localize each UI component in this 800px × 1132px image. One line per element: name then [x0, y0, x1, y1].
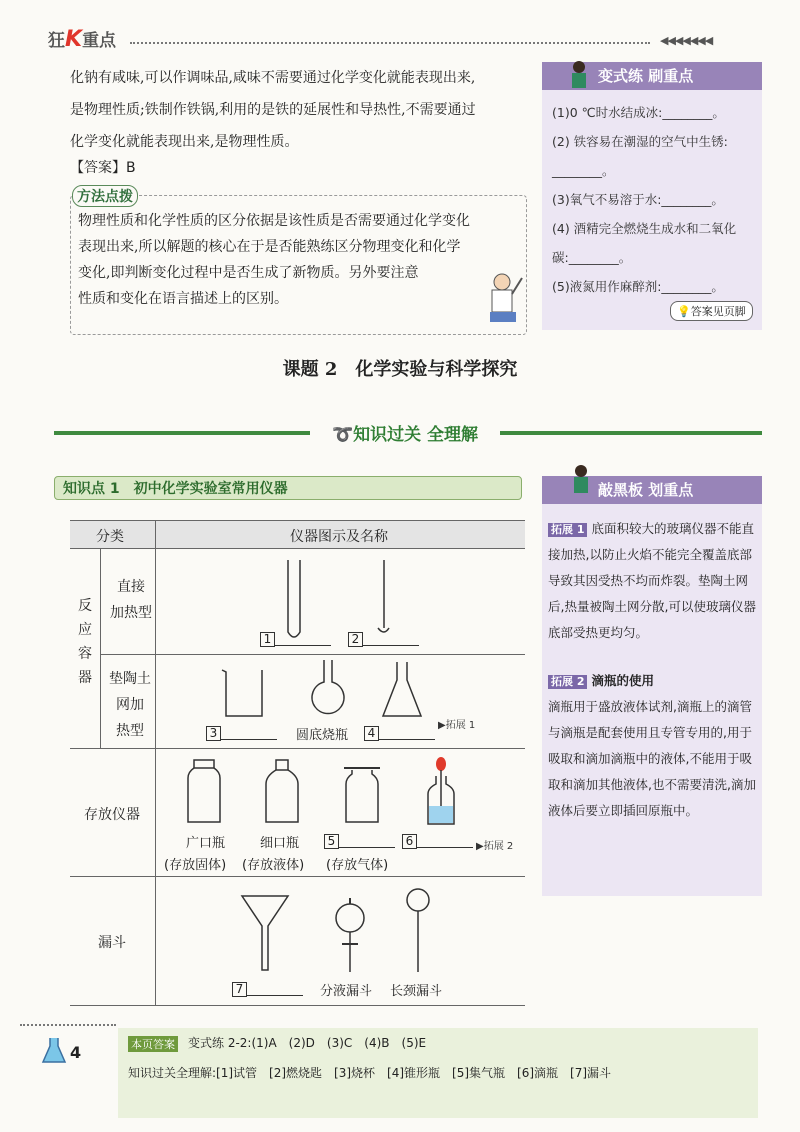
- practice-items: (1)0 ℃时水结成冰:________。 (2) 铁容易在潮湿的空气中生锈: ________。 (3)氧气不易溶于水:________。 (4) 酒精完全燃烧生成水和二氧化 碳:________。 (5)液氮用作麻醉剂:________。: [552, 105, 737, 294]
- page-number: 4: [70, 1043, 82, 1062]
- sub-indirect-heating: 垫陶土 网加 热型: [109, 671, 151, 739]
- header-divider: [130, 42, 650, 44]
- narrow-mouth-bottle-illustration: [264, 758, 300, 826]
- test-tube-illustration: [284, 558, 304, 644]
- row-funnel: 漏斗: [98, 935, 126, 951]
- blank-line-3: [221, 739, 277, 740]
- funnel-illustration: [240, 892, 290, 972]
- conical-flask-illustration: [380, 660, 424, 720]
- blank-number-3: 3: [206, 726, 221, 741]
- section-bar-left: [54, 431, 310, 435]
- label-wide-bottle-use: (存放固体): [164, 858, 227, 873]
- combustion-spoon-illustration: [372, 558, 394, 638]
- gas-bottle-illustration: [342, 764, 382, 826]
- blank-number-7: 7: [232, 982, 247, 997]
- sub-direct-heating: 直接 加热型: [110, 579, 152, 621]
- label-separatory-funnel: 分液漏斗: [320, 984, 373, 999]
- footer-answer-line-1: 变式练 2-2:(1)A (2)D (3)C (4)B (5)E: [188, 1036, 427, 1050]
- brand-logo: 狂K重点: [48, 27, 117, 52]
- blank-number-1: 1: [260, 632, 275, 647]
- answer-line: 【答案】B: [70, 160, 136, 176]
- label-long-neck-funnel: 长颈漏斗: [390, 984, 443, 999]
- flask-icon: [40, 1036, 68, 1066]
- extension-2-label: 拓展 2: [548, 675, 587, 689]
- blank-line-5: [339, 847, 395, 848]
- paragraph-line: 化钠有咸味,可以作调味品,咸味不需要通过化学变化就能表现出来,: [70, 70, 476, 86]
- blackboard-body: [548, 516, 758, 824]
- header-arrows: ◀◀◀◀◀◀◀: [660, 34, 713, 47]
- paragraph-line: 化学变化就能表现出来,是物理性质。: [70, 134, 299, 150]
- group-reaction-vessels: 反 应 容 器: [78, 598, 92, 686]
- blank-line-7: [247, 995, 303, 996]
- row-storage: 存放仪器: [84, 807, 140, 823]
- label-round-flask: 圆底烧瓶: [296, 728, 349, 743]
- blackboard-panel: [542, 476, 762, 896]
- long-neck-funnel-illustration: [400, 886, 436, 976]
- extension-1-label: 拓展 1: [548, 523, 587, 537]
- blackboard-title: 敲黑板 划重点: [542, 476, 762, 504]
- footer-answer-tag: 本页答案: [128, 1036, 178, 1052]
- teacher-icon: [568, 464, 594, 496]
- footer-divider: [20, 1024, 116, 1026]
- method-title: 方法点拨: [72, 185, 138, 207]
- answer-location-tag: 💡答案见页脚: [670, 301, 753, 321]
- blank-number-6: 6: [402, 834, 417, 849]
- extension-2-note: 滴瓶用于盛放液体试剂,滴瓶上的滴管与滴瓶是配套使用且专管专用的,用于吸取和滴加滴瓶中的液体,不能用于吸取和滴加其他液体,也不需要清洗,滴加液体后要立即插回原瓶中。: [548, 699, 756, 818]
- lesson-title: 课题 2 化学实验与科学探究: [282, 359, 518, 380]
- blank-number-2: 2: [348, 632, 363, 647]
- footer-answer-line-2: 知识过关全理解:[1]试管 [2]燃烧匙 [3]烧杯 [4]锥形瓶 [5]集气瓶 [6]滴瓶 [7]漏斗: [128, 1066, 612, 1080]
- separatory-funnel-illustration: [332, 896, 368, 974]
- person-icon: [566, 60, 592, 90]
- label-narrow-bottle: 细口瓶: [260, 836, 300, 851]
- extension-1-link[interactable]: ▶拓展 1: [438, 720, 476, 731]
- label-gas-bottle-use: (存放气体): [326, 858, 389, 873]
- instrument-table: [70, 520, 525, 1006]
- table-header-class: 分类: [96, 529, 124, 545]
- blank-number-4: 4: [364, 726, 379, 741]
- scientist-illustration: [478, 268, 526, 328]
- wide-mouth-bottle-illustration: [186, 758, 222, 826]
- blank-line-1: [275, 645, 331, 646]
- round-flask-illustration: [306, 658, 350, 722]
- blank-line-6: [417, 847, 473, 848]
- blank-line-2: [363, 645, 419, 646]
- method-text: 物理性质和化学性质的区分依据是该性质是否需要通过化学变化 表现出来,所以解题的核心在于是否能熟练区分物理变化和化学 变化,即判断变化过程中是否生成了新物质。另外要注意 性质和变化在语言描述上的区别。: [78, 213, 470, 307]
- extension-1-note: 拓展 1 底面积较大的玻璃仪器不能直接加热,以防止火焰不能完全覆盖底部导致其因受热不均而炸裂。垫陶土网后,热量被陶土网分散,可以使玻璃仪器底部受热更均匀。: [548, 521, 756, 640]
- practice-panel: [542, 62, 762, 330]
- section-bar-right: [500, 431, 762, 435]
- knowledge-point-header: 知识点 1 初中化学实验室常用仪器: [54, 476, 522, 500]
- extension-2-heading: 拓展 2 滴瓶的使用: [548, 668, 758, 694]
- paragraph-line: 是物理性质;铁制作铁锅,利用的是铁的延展性和导热性,不需要通过: [70, 102, 476, 118]
- extension-2-link[interactable]: ▶拓展 2: [476, 841, 514, 852]
- beaker-illustration: [218, 664, 268, 720]
- blank-line-4: [379, 739, 435, 740]
- section-icon: ➰: [331, 425, 354, 445]
- label-narrow-bottle-use: (存放液体): [242, 858, 305, 873]
- label-wide-bottle: 广口瓶: [186, 836, 226, 851]
- blank-number-5: 5: [324, 834, 339, 849]
- dropper-bottle-illustration: [424, 756, 458, 828]
- practice-title: 变式练 刷重点: [542, 62, 762, 90]
- section-title: ➰知识过关 全理解: [310, 420, 500, 445]
- table-header-items: 仪器图示及名称: [290, 529, 388, 545]
